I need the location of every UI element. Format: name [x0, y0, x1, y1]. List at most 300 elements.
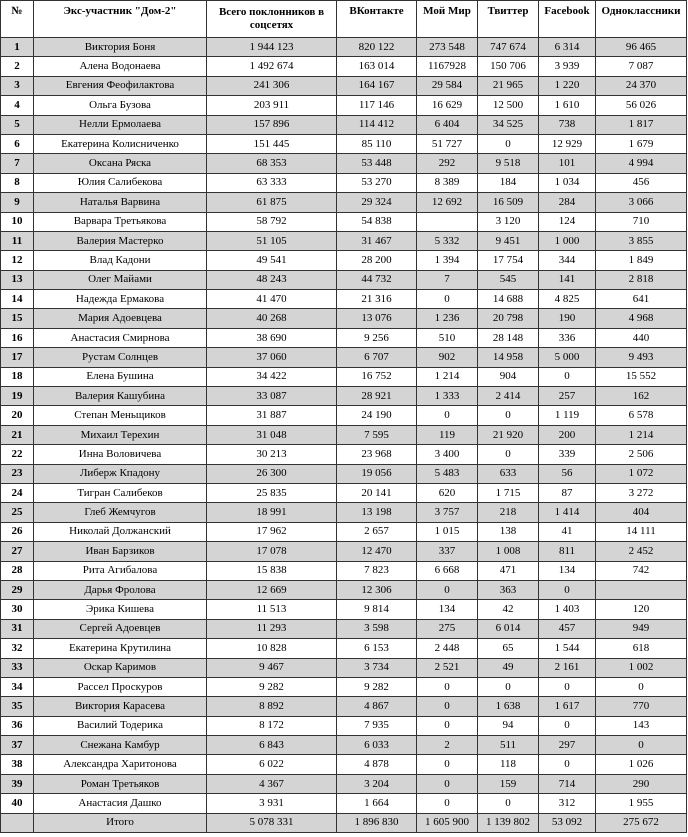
row-number: 19	[1, 387, 34, 406]
total-cell: 275 672	[596, 813, 687, 832]
table-cell: 6 314	[539, 38, 596, 57]
table-cell: 337	[417, 542, 478, 561]
table-row	[1, 193, 687, 212]
table-cell: 12 470	[337, 542, 417, 561]
table-cell: 38 690	[207, 328, 337, 347]
table-cell: 2	[417, 736, 478, 755]
table-cell: 7 823	[337, 561, 417, 580]
table-cell: 19 056	[337, 464, 417, 483]
table-cell: 336	[539, 328, 596, 347]
participant-name: Рустам Солнцев	[34, 348, 207, 367]
table-cell: 4 867	[337, 697, 417, 716]
row-number: 2	[1, 57, 34, 76]
row-number: 28	[1, 561, 34, 580]
table-cell: 138	[478, 522, 539, 541]
table-cell: 3 931	[207, 794, 337, 813]
table-cell: 8 172	[207, 716, 337, 735]
table-row	[1, 677, 687, 696]
table-cell: 3 272	[596, 483, 687, 502]
row-number: 18	[1, 367, 34, 386]
table-cell: 440	[596, 328, 687, 347]
table-cell: 1 008	[478, 542, 539, 561]
table-cell: 1 617	[539, 697, 596, 716]
table-cell: 1 026	[596, 755, 687, 774]
table-cell: 11 513	[207, 600, 337, 619]
table-cell: 184	[478, 173, 539, 192]
table-cell: 1 333	[417, 387, 478, 406]
table-cell: 68 353	[207, 154, 337, 173]
participant-name: Надежда Ермакова	[34, 290, 207, 309]
table-cell: 0	[417, 290, 478, 309]
table-cell: 0	[417, 774, 478, 793]
table-cell: 3 120	[478, 212, 539, 231]
participant-name: Снежана Камбур	[34, 736, 207, 755]
table-cell: 902	[417, 348, 478, 367]
table-row	[1, 716, 687, 735]
table-cell: 11 293	[207, 619, 337, 638]
table-cell: 6 033	[337, 736, 417, 755]
table-cell: 6 014	[478, 619, 539, 638]
table-cell: 117 146	[337, 96, 417, 115]
row-number: 8	[1, 173, 34, 192]
participant-name: Рассел Проскуров	[34, 677, 207, 696]
table-cell: 4 968	[596, 309, 687, 328]
table-cell: 1 034	[539, 173, 596, 192]
row-number: 31	[1, 619, 34, 638]
table-cell: 63 333	[207, 173, 337, 192]
total-row	[1, 813, 687, 832]
table-cell: 0	[417, 580, 478, 599]
row-number: 4	[1, 96, 34, 115]
row-number: 33	[1, 658, 34, 677]
row-number: 35	[1, 697, 34, 716]
participant-name: Евгения Феофилактова	[34, 76, 207, 95]
table-cell: 157 896	[207, 115, 337, 134]
table-cell: 1 610	[539, 96, 596, 115]
table-cell: 200	[539, 425, 596, 444]
table-row	[1, 387, 687, 406]
table-cell: 7 087	[596, 57, 687, 76]
table-cell: 28 921	[337, 387, 417, 406]
table-cell: 6 707	[337, 348, 417, 367]
row-number: 40	[1, 794, 34, 813]
table-cell: 114 412	[337, 115, 417, 134]
participant-name: Варвара Третьякова	[34, 212, 207, 231]
table-row	[1, 57, 687, 76]
table-cell: 471	[478, 561, 539, 580]
table-cell: 54 838	[337, 212, 417, 231]
table-row	[1, 580, 687, 599]
table-cell: 2 161	[539, 658, 596, 677]
table-row	[1, 134, 687, 153]
table-row	[1, 96, 687, 115]
participant-name: Михаил Терехин	[34, 425, 207, 444]
table-cell: 0	[596, 677, 687, 696]
row-number: 14	[1, 290, 34, 309]
table-cell: 151 445	[207, 134, 337, 153]
table-cell: 21 316	[337, 290, 417, 309]
table-cell: 53 270	[337, 173, 417, 192]
table-row	[1, 658, 687, 677]
table-cell: 1 002	[596, 658, 687, 677]
row-number: 24	[1, 483, 34, 502]
table-cell: 1 817	[596, 115, 687, 134]
table-cell: 41 470	[207, 290, 337, 309]
table-cell: 2 818	[596, 270, 687, 289]
table-cell: 363	[478, 580, 539, 599]
table-row	[1, 522, 687, 541]
table-cell	[417, 212, 478, 231]
table-cell: 7	[417, 270, 478, 289]
table-cell: 5 332	[417, 231, 478, 250]
row-number: 12	[1, 251, 34, 270]
table-row	[1, 425, 687, 444]
table-cell: 41	[539, 522, 596, 541]
table-cell: 770	[596, 697, 687, 716]
participant-name: Влад Кадони	[34, 251, 207, 270]
table-cell: 1 849	[596, 251, 687, 270]
header-number: №	[1, 1, 34, 38]
table-row	[1, 348, 687, 367]
table-cell: 14 958	[478, 348, 539, 367]
table-cell: 714	[539, 774, 596, 793]
table-cell: 3 734	[337, 658, 417, 677]
table-cell: 511	[478, 736, 539, 755]
table-cell: 641	[596, 290, 687, 309]
table-cell: 141	[539, 270, 596, 289]
table-cell: 163 014	[337, 57, 417, 76]
table-cell: 21 920	[478, 425, 539, 444]
table-cell: 20 141	[337, 483, 417, 502]
table-cell: 0	[417, 716, 478, 735]
table-cell: 710	[596, 212, 687, 231]
participant-name: Наталья Варвина	[34, 193, 207, 212]
table-cell: 94	[478, 716, 539, 735]
table-cell: 4 367	[207, 774, 337, 793]
table-cell: 15 838	[207, 561, 337, 580]
table-cell: 3 939	[539, 57, 596, 76]
participant-name: Рита Агибалова	[34, 561, 207, 580]
table-row	[1, 38, 687, 57]
table-row	[1, 600, 687, 619]
participant-name: Дарья Фролова	[34, 580, 207, 599]
table-cell: 8 389	[417, 173, 478, 192]
row-number: 10	[1, 212, 34, 231]
table-cell: 150 706	[478, 57, 539, 76]
table-cell: 218	[478, 503, 539, 522]
table-cell: 20 798	[478, 309, 539, 328]
table-cell: 742	[596, 561, 687, 580]
participant-name: Валерия Мастерко	[34, 231, 207, 250]
row-number: 3	[1, 76, 34, 95]
table-cell: 24 370	[596, 76, 687, 95]
table-cell: 8 892	[207, 697, 337, 716]
table-row	[1, 328, 687, 347]
table-cell: 275	[417, 619, 478, 638]
table-cell: 9 518	[478, 154, 539, 173]
table-row	[1, 542, 687, 561]
table-cell: 3 757	[417, 503, 478, 522]
row-number: 16	[1, 328, 34, 347]
row-number: 39	[1, 774, 34, 793]
row-number: 6	[1, 134, 34, 153]
table-cell: 21 965	[478, 76, 539, 95]
table-row	[1, 794, 687, 813]
table-cell: 31 887	[207, 406, 337, 425]
table-row	[1, 115, 687, 134]
participant-name: Виктория Боня	[34, 38, 207, 57]
table-cell: 85 110	[337, 134, 417, 153]
table-cell: 13 076	[337, 309, 417, 328]
table-cell: 904	[478, 367, 539, 386]
table-row	[1, 154, 687, 173]
table-cell: 96 465	[596, 38, 687, 57]
row-number: 22	[1, 445, 34, 464]
table-cell: 5 483	[417, 464, 478, 483]
table-cell: 0	[539, 580, 596, 599]
row-number: 29	[1, 580, 34, 599]
table-cell: 1 119	[539, 406, 596, 425]
table-cell: 101	[539, 154, 596, 173]
table-cell: 25 835	[207, 483, 337, 502]
row-number: 13	[1, 270, 34, 289]
table-cell: 3 855	[596, 231, 687, 250]
header-participant: Экс-участник "Дом-2"	[34, 1, 207, 38]
table-cell: 28 148	[478, 328, 539, 347]
table-cell: 23 968	[337, 445, 417, 464]
table-row	[1, 270, 687, 289]
table-cell: 190	[539, 309, 596, 328]
table-cell: 290	[596, 774, 687, 793]
table-cell: 13 198	[337, 503, 417, 522]
table-row	[1, 445, 687, 464]
table-cell: 119	[417, 425, 478, 444]
table-cell: 28 200	[337, 251, 417, 270]
row-number: 26	[1, 522, 34, 541]
table-cell: 42	[478, 600, 539, 619]
row-number: 17	[1, 348, 34, 367]
table-cell: 51 105	[207, 231, 337, 250]
table-cell: 9 256	[337, 328, 417, 347]
table-cell: 31 048	[207, 425, 337, 444]
participant-name: Валерия Кашубина	[34, 387, 207, 406]
table-cell: 3 066	[596, 193, 687, 212]
table-cell: 0	[478, 134, 539, 153]
table-cell: 3 204	[337, 774, 417, 793]
table-cell: 0	[539, 755, 596, 774]
table-row	[1, 483, 687, 502]
row-number: 11	[1, 231, 34, 250]
table-cell: 118	[478, 755, 539, 774]
table-cell: 1 072	[596, 464, 687, 483]
table-cell: 0	[478, 406, 539, 425]
table-cell: 1167928	[417, 57, 478, 76]
table-cell: 273 548	[417, 38, 478, 57]
table-cell: 1 492 674	[207, 57, 337, 76]
table-row	[1, 231, 687, 250]
table-cell: 7 935	[337, 716, 417, 735]
total-cell	[1, 813, 34, 832]
table-cell: 34 422	[207, 367, 337, 386]
table-cell: 284	[539, 193, 596, 212]
table-cell: 65	[478, 639, 539, 658]
table-row	[1, 697, 687, 716]
participant-name: Оскар Каримов	[34, 658, 207, 677]
header-twitter: Твиттер	[478, 1, 539, 38]
table-cell: 2 521	[417, 658, 478, 677]
table-row	[1, 736, 687, 755]
row-number: 37	[1, 736, 34, 755]
table-cell: 14 111	[596, 522, 687, 541]
table-cell: 6 578	[596, 406, 687, 425]
table-cell: 1 015	[417, 522, 478, 541]
participant-name: Роман Третьяков	[34, 774, 207, 793]
table-row	[1, 774, 687, 793]
table-row	[1, 290, 687, 309]
table-cell: 24 190	[337, 406, 417, 425]
table-cell: 0	[417, 697, 478, 716]
table-row	[1, 251, 687, 270]
table-cell: 0	[478, 794, 539, 813]
table-cell: 2 657	[337, 522, 417, 541]
table-cell: 811	[539, 542, 596, 561]
table-cell: 37 060	[207, 348, 337, 367]
table-row	[1, 406, 687, 425]
table-cell: 1 236	[417, 309, 478, 328]
participant-name: Екатерина Колисниченко	[34, 134, 207, 153]
table-cell: 738	[539, 115, 596, 134]
table-cell: 1 664	[337, 794, 417, 813]
total-cell: 1 139 802	[478, 813, 539, 832]
table-cell: 0	[478, 445, 539, 464]
participant-name: Эрика Кишева	[34, 600, 207, 619]
table-cell: 26 300	[207, 464, 337, 483]
table-cell: 0	[417, 406, 478, 425]
table-cell: 0	[539, 716, 596, 735]
table-cell: 1 944 123	[207, 38, 337, 57]
table-cell: 9 814	[337, 600, 417, 619]
table-cell: 292	[417, 154, 478, 173]
table-cell: 56 026	[596, 96, 687, 115]
table-cell: 58 792	[207, 212, 337, 231]
participant-name: Ольга Бузова	[34, 96, 207, 115]
table-cell: 12 692	[417, 193, 478, 212]
table-cell: 0	[596, 736, 687, 755]
table-cell: 1 403	[539, 600, 596, 619]
participant-name: Екатерина Крутилина	[34, 639, 207, 658]
table-cell: 620	[417, 483, 478, 502]
table-cell: 16 752	[337, 367, 417, 386]
total-cell: 5 078 331	[207, 813, 337, 832]
table-cell: 12 500	[478, 96, 539, 115]
participant-name: Алена Водонаева	[34, 57, 207, 76]
header-vkontakte: ВКонтакте	[337, 1, 417, 38]
total-label: Итого	[34, 813, 207, 832]
table-cell: 457	[539, 619, 596, 638]
table-cell: 29 584	[417, 76, 478, 95]
table-cell: 618	[596, 639, 687, 658]
participant-name: Василий Тодерика	[34, 716, 207, 735]
table-cell: 203 911	[207, 96, 337, 115]
participant-name: Либерж Кпадону	[34, 464, 207, 483]
table-cell: 0	[478, 677, 539, 696]
participant-name: Инна Воловичева	[34, 445, 207, 464]
table-cell: 3 598	[337, 619, 417, 638]
table-cell: 29 324	[337, 193, 417, 212]
table-cell: 0	[539, 367, 596, 386]
table-cell: 404	[596, 503, 687, 522]
row-number: 34	[1, 677, 34, 696]
table-cell: 7 595	[337, 425, 417, 444]
table-cell: 6 404	[417, 115, 478, 134]
table-cell: 6 022	[207, 755, 337, 774]
table-cell: 17 754	[478, 251, 539, 270]
row-number: 32	[1, 639, 34, 658]
table-cell: 12 669	[207, 580, 337, 599]
table-cell: 124	[539, 212, 596, 231]
table-cell: 3 400	[417, 445, 478, 464]
table-cell: 30 213	[207, 445, 337, 464]
table-cell: 34 525	[478, 115, 539, 134]
row-number: 36	[1, 716, 34, 735]
header-moy-mir: Мой Мир	[417, 1, 478, 38]
table-cell: 339	[539, 445, 596, 464]
table-cell: 134	[539, 561, 596, 580]
table-cell: 16 509	[478, 193, 539, 212]
table-cell: 49 541	[207, 251, 337, 270]
table-cell: 12 306	[337, 580, 417, 599]
table-cell: 164 167	[337, 76, 417, 95]
table-cell: 6 843	[207, 736, 337, 755]
table-cell: 143	[596, 716, 687, 735]
table-cell: 12 929	[539, 134, 596, 153]
table-cell: 2 448	[417, 639, 478, 658]
table-cell: 6 153	[337, 639, 417, 658]
table-cell: 1 715	[478, 483, 539, 502]
table-row	[1, 464, 687, 483]
participant-name: Тигран Салибеков	[34, 483, 207, 502]
table-cell: 1 679	[596, 134, 687, 153]
row-number: 27	[1, 542, 34, 561]
table-row	[1, 639, 687, 658]
table-cell: 0	[539, 677, 596, 696]
total-cell: 1 605 900	[417, 813, 478, 832]
header-facebook: Facebook	[539, 1, 596, 38]
table-cell: 33 087	[207, 387, 337, 406]
table-cell: 1 214	[417, 367, 478, 386]
table-cell: 241 306	[207, 76, 337, 95]
table-cell: 48 243	[207, 270, 337, 289]
participant-name: Нелли Ермолаева	[34, 115, 207, 134]
row-number: 7	[1, 154, 34, 173]
table-row	[1, 212, 687, 231]
table-cell: 9 493	[596, 348, 687, 367]
table-cell: 0	[417, 677, 478, 696]
table-cell: 61 875	[207, 193, 337, 212]
total-cell: 1 896 830	[337, 813, 417, 832]
table-cell: 16 629	[417, 96, 478, 115]
table-cell: 120	[596, 600, 687, 619]
row-number: 30	[1, 600, 34, 619]
table-cell: 297	[539, 736, 596, 755]
participant-name: Николай Должанский	[34, 522, 207, 541]
table-cell: 2 414	[478, 387, 539, 406]
table-cell: 134	[417, 600, 478, 619]
table-cell: 87	[539, 483, 596, 502]
total-cell: 53 092	[539, 813, 596, 832]
table-cell: 15 552	[596, 367, 687, 386]
row-number: 5	[1, 115, 34, 134]
